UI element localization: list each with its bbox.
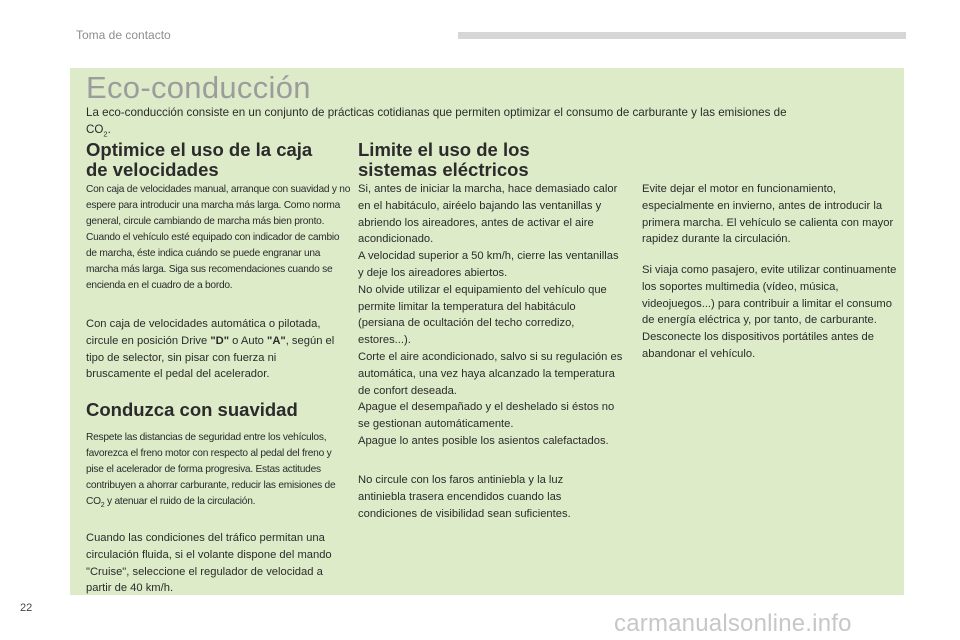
page-title: Eco-conducción bbox=[86, 70, 311, 105]
heading-gearbox: Optimice el uso de la caja de velocidades bbox=[86, 139, 313, 180]
heading-smooth-driving: Conduzca con suavidad bbox=[86, 399, 298, 420]
intro-text: La eco-conducción consiste en un conjunto de prácticas cotidianas que permiten optimizar el consumo de carburante y las emisiones de $CO_2$. bbox=[86, 106, 787, 139]
header-bar bbox=[458, 32, 906, 39]
section-title: Toma de contacto bbox=[76, 28, 171, 42]
heading-electrical-systems: Limite el uso de los sistemas eléctricos bbox=[358, 139, 530, 180]
paragraph-cruise-control: Cuando las condiciones del tráfico permitan una circulación fluida, si el volante dispone del mando "Cruise", seleccione el regulador de velocidad a partir de 40 km/h. bbox=[86, 532, 332, 595]
paragraph-electrical-details: Si, antes de iniciar la marcha, hace demasiado calor en el habitáculo, airéelo bajando las ventanillas y abriendo los aireadores, antes de activar el aire acondicionado. A velocidad superior a 50 km/h, cierre las ventanillas y deje los aireadores abiertos. No olvide utilizar el equipamiento del vehículo que permite limitar la temperatura del habitáculo (persiana de ocultación del techo corredizo, estores...). Corte el aire acondicionado, salvo si su regulación es automática, una vez haya alcanzado la temperatura de confort deseada. Apague el desempañado y el deshelado si éstos no se gestionan automáticamente. Apague lo antes posible los asientos calefactados. bbox=[358, 183, 623, 447]
watermark: carmanualsonline.info bbox=[614, 610, 852, 637]
paragraph-passenger-multimedia: Si viaja como pasajero, evite utilizar continuamente los soportes multimedia (vídeo, música, videojuegos...) para contribuir a limitar el consumo de energía eléctrica y, por tanto, de carburante. Desconecte los dispositivos portátiles antes de abandonar el vehículo. bbox=[642, 264, 897, 360]
paragraph-safety-distance: Respete las distancias de seguridad entre los vehículos, favorezca el freno motor con respecto al pedal del freno y pise el acelerador de forma progresiva. Estas actitudes contribuyen a ahorrar carburante, reducir las emisiones de $CO_2$ y atenuar el ruido de la circulación. bbox=[86, 432, 336, 510]
paragraph-engine-idle: Evite dejar el motor en funcionamiento, especialmente en invierno, antes de introducir la primera marcha. El vehículo se calienta con mayor rapidez durante la circulación. bbox=[642, 183, 894, 246]
paragraph-manual-gearbox: Con caja de velocidades manual, arranque con suavidad y no espere para introducir una marcha más larga. Como norma general, circule cambiando de marcha más bien pronto. Cuando el vehículo esté equipado con indicador de cambio de marcha, éste indica cuándo se puede engranar una marcha más larga. Siga sus recomendaciones cuando se encienda en el cuadro de a bordo. bbox=[86, 184, 351, 291]
paragraph-automatic-gearbox: Con caja de velocidades automática o pilotada, circule en posición Drive "D" o Auto "A", según el tipo de selector, sin pisar con fuerza ni bruscamente el pedal del acelerador. bbox=[86, 318, 335, 381]
page-number: 22 bbox=[20, 602, 33, 614]
paragraph-fog-lights: No circule con los faros antiniebla y la luz antiniebla trasera encendidos cuando las condiciones de visibilidad sean suficientes. bbox=[358, 474, 571, 520]
